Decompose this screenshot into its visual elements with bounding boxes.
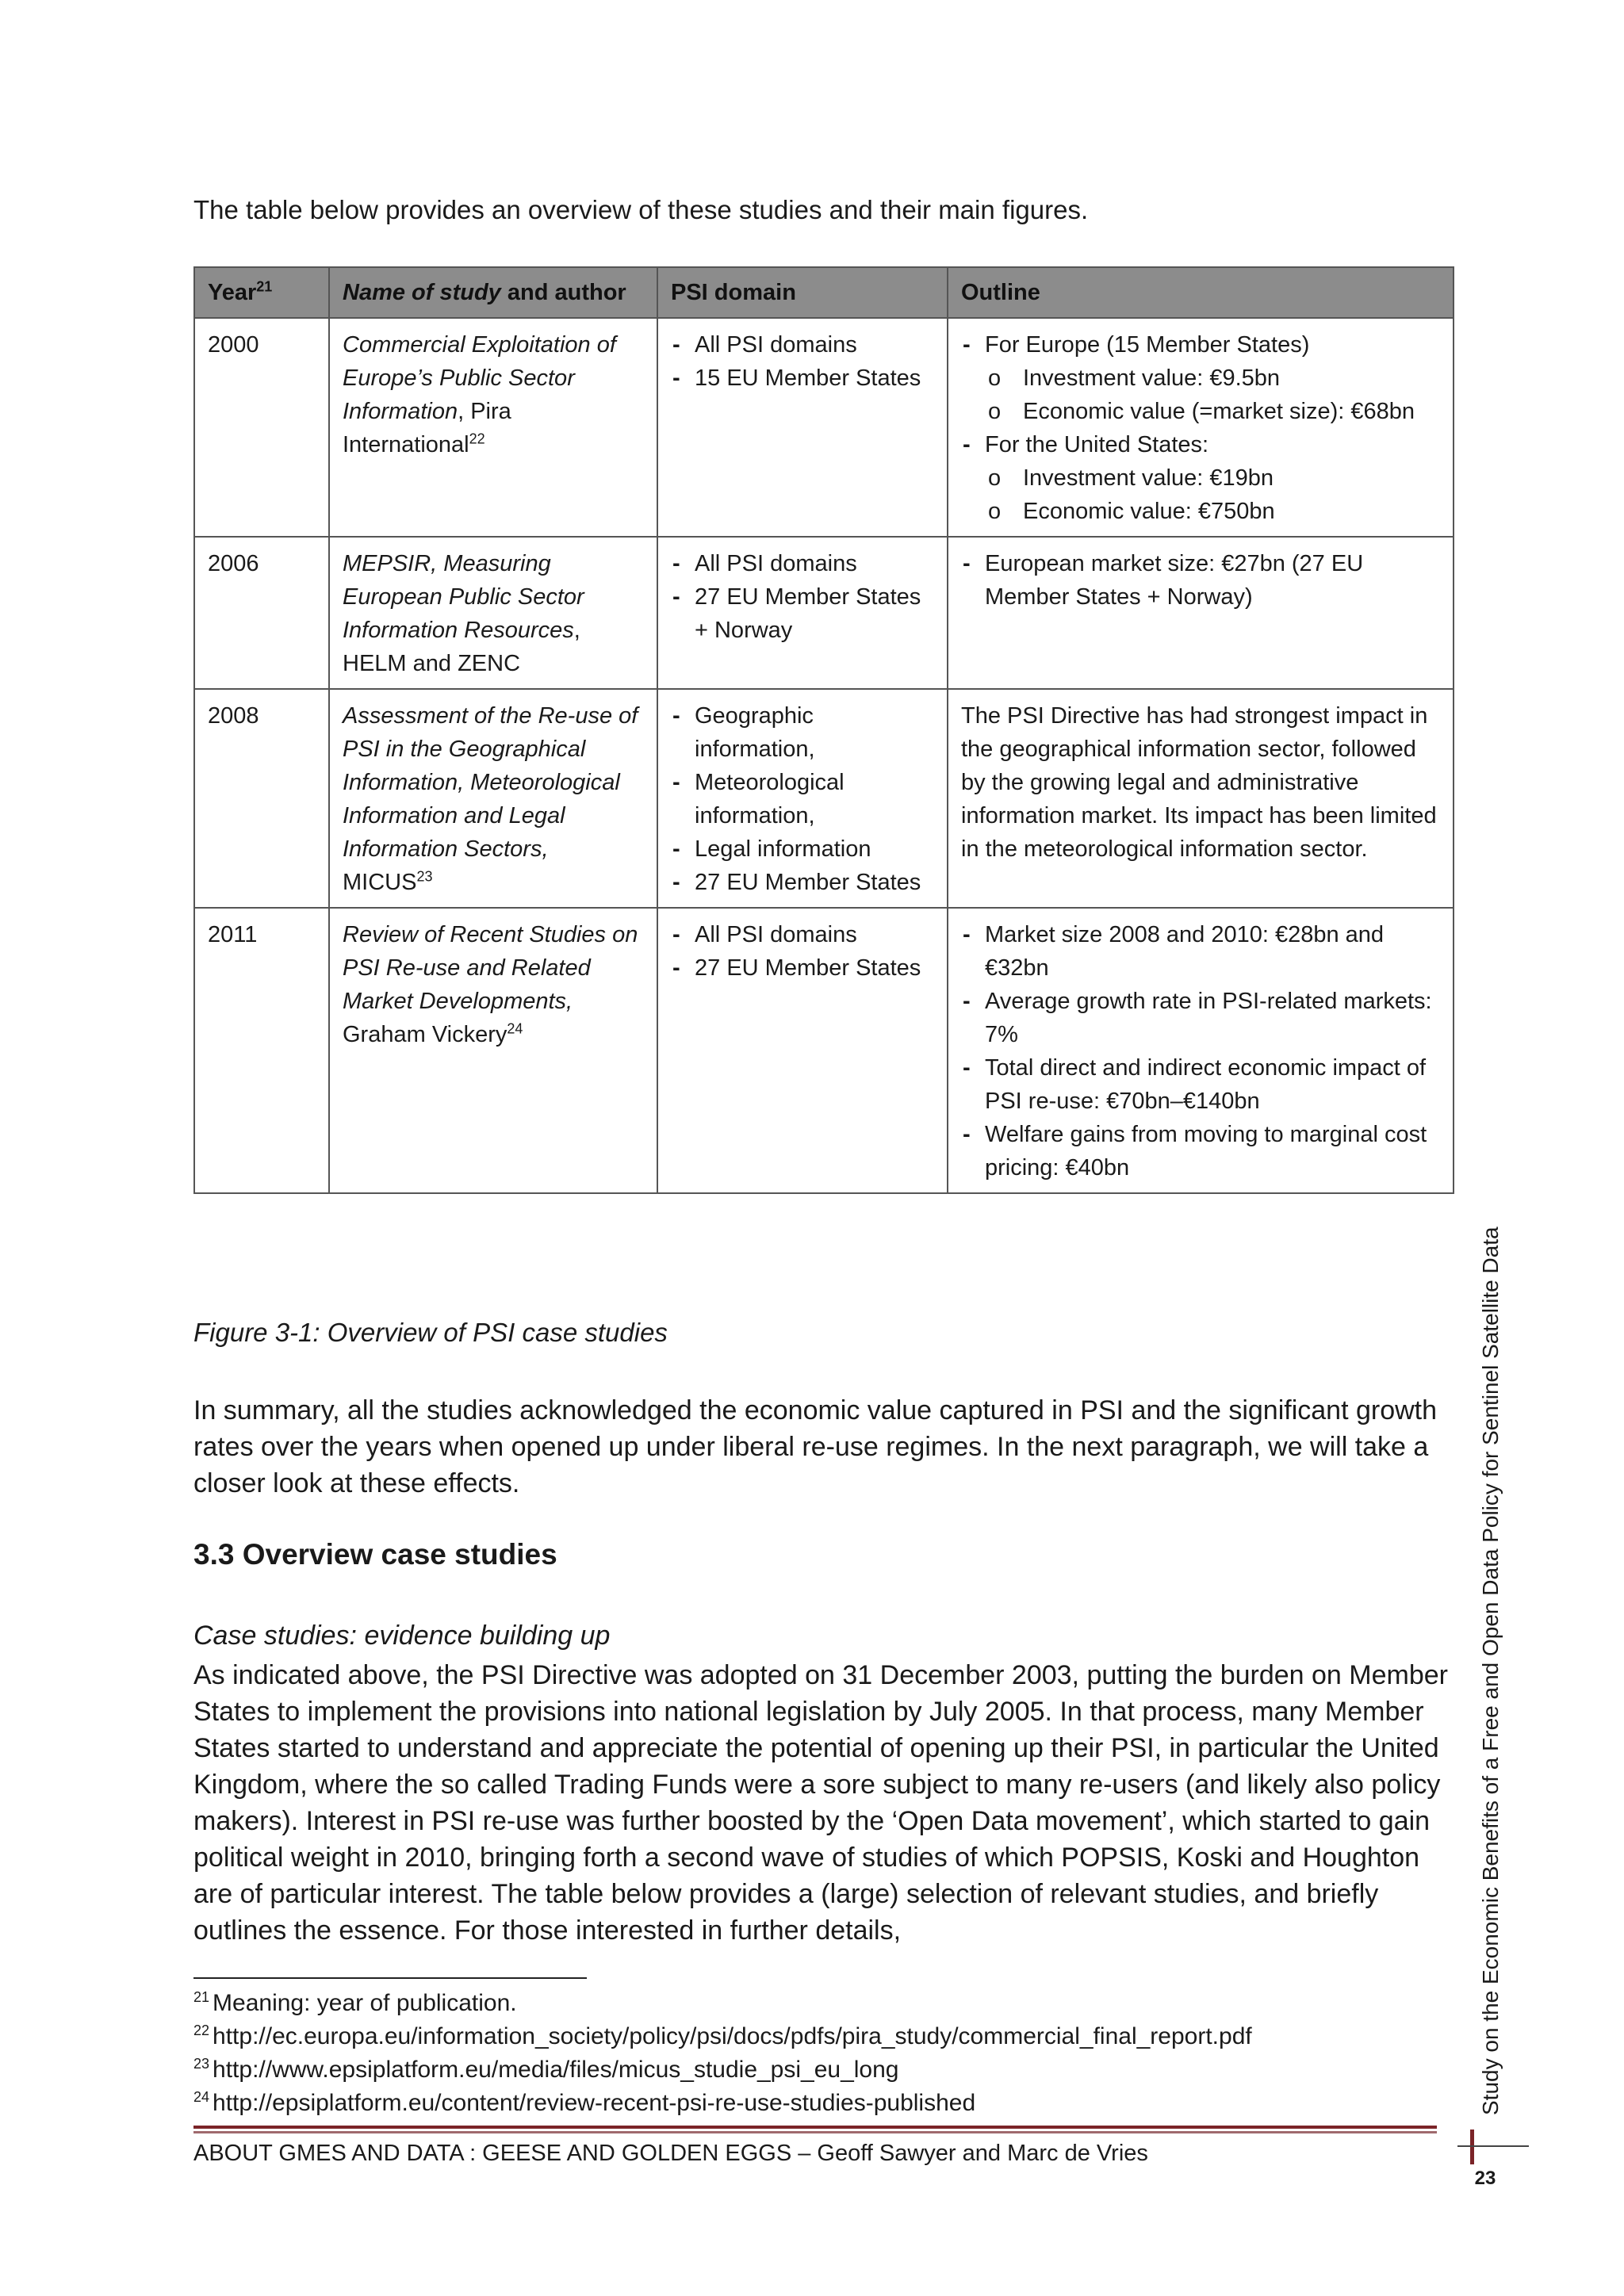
list-item: - 27 EU Member States bbox=[671, 951, 934, 985]
cell-study-name: Commercial Exploitation of Europe’s Public Sector Information, Pira International$^{22}$ bbox=[329, 318, 657, 537]
table-row bbox=[194, 537, 1454, 689]
footer-text: ABOUT GMES AND DATA : GEESE AND GOLDEN EGGS – Geoff Sawyer and Marc de Vries bbox=[193, 2141, 1148, 2166]
table-row bbox=[194, 689, 1454, 908]
header-outline: Outline bbox=[948, 267, 1454, 318]
footnote-link[interactable]: http://www.epsiplatform.eu/media/files/micus_studie_psi_eu_long bbox=[213, 2057, 899, 2083]
list-item: - Geographic information, bbox=[671, 699, 934, 766]
sub-list-item: o Investment value: €19bn bbox=[985, 461, 1440, 495]
page-number-rule bbox=[1457, 2145, 1529, 2147]
summary-paragraph: In summary, all the studies acknowledged the economic value captured in PSI and the significant growth rates over the years when opened up under liberal re-use regimes. In the next paragraph, we will take a closer look at these effects. bbox=[193, 1395, 1438, 1498]
list-item: - 27 EU Member States + Norway bbox=[671, 580, 934, 647]
sub-list-item: o Economic value (=market size): €68bn bbox=[985, 395, 1440, 428]
list-item: - Total direct and indirect economic impact of PSI re-use: €70bn–€140bn bbox=[961, 1051, 1440, 1118]
footnote-ref: 22 bbox=[469, 430, 485, 447]
header-year: Year$^{21}$ bbox=[194, 267, 329, 318]
cell-year: 2006 bbox=[194, 537, 329, 689]
intro-paragraph: The table below provides an overview of these studies and their main figures. bbox=[193, 195, 1089, 224]
list-item: - Welfare gains from moving to marginal cost pricing: €40bn bbox=[961, 1118, 1440, 1184]
cell-year: 2008 bbox=[194, 689, 329, 908]
footer-rule-secondary bbox=[193, 2131, 1437, 2133]
section-heading: 3.3 Overview case studies bbox=[193, 1538, 557, 1571]
header-domain: PSI domain bbox=[657, 267, 948, 318]
footnote-number: 22 bbox=[193, 2022, 210, 2038]
list-item: - For the United States: o Investment value: €19bn o Economic value: €750bn bbox=[961, 428, 1440, 528]
footnote-ref: 23 bbox=[416, 868, 433, 885]
header-name: Name of study and author bbox=[329, 267, 657, 318]
list-item: - Market size 2008 and 2010: €28bn and €32bn bbox=[961, 918, 1440, 985]
cell-year: 2000 bbox=[194, 318, 329, 537]
footer-rule bbox=[193, 2126, 1437, 2129]
figure-caption: Figure 3-1: Overview of PSI case studies bbox=[193, 1318, 668, 1347]
footnote-number: 23 bbox=[193, 2056, 210, 2072]
cell-outline bbox=[948, 537, 1454, 689]
list-item: - For Europe (15 Member States) o Investment value: €9.5bn o Economic value (=market size): €68bn bbox=[961, 328, 1440, 428]
list-item: - Legal information bbox=[671, 832, 934, 866]
list-item: - 27 EU Member States bbox=[671, 866, 934, 899]
table-header-row bbox=[194, 267, 1454, 318]
cell-study-name: MEPSIR, Measuring European Public Sector Information Resources, HELM and ZENC bbox=[329, 537, 657, 689]
sub-list-item: o Investment value: €9.5bn bbox=[985, 362, 1440, 395]
footnote-number: 21 bbox=[193, 1989, 210, 2005]
list-item: - European market size: €27bn (27 EU Member States + Norway) bbox=[961, 547, 1440, 614]
list-item: - Average growth rate in PSI-related markets: 7% bbox=[961, 985, 1440, 1051]
footnote bbox=[193, 2020, 1462, 2053]
footnotes bbox=[193, 1987, 1462, 2120]
cell-study-name: Review of Recent Studies on PSI Re-use and Related Market Developments, Graham Vickery$^{24}$ bbox=[329, 908, 657, 1193]
list-item: - Meteorological information, bbox=[671, 766, 934, 832]
cell-study-name: Assessment of the Re-use of PSI in the Geographical Information, Meteorological Information and Legal Information Sectors, MICUS$^{23}$ bbox=[329, 689, 657, 908]
body-paragraph: As indicated above, the PSI Directive was adopted on 31 December 2003, putting the burden on Member States to implement the provisions into national legislation by July 2005. In that process, many Member States started to understand and appreciate the potential of opening up their PSI, in particular the United Kingdom, where the so called Trading Funds were a sore subject to many re-users (and likely also policy makers). Interest in PSI re-use was further boosted by the ‘Open Data movement’, which started to gain political weight in 2010, bringing forth a second wave of studies of which POPSIS, Koski and Houghton are of particular interest. The table below provides a (large) selection of relevant studies, and briefly outlines the essence. For those interested in further details, bbox=[193, 1660, 1448, 1946]
cell-domain bbox=[657, 689, 948, 908]
psi-studies-table bbox=[193, 266, 1454, 1194]
cell-domain bbox=[657, 537, 948, 689]
footnote-divider bbox=[193, 1977, 587, 1979]
cell-domain bbox=[657, 318, 948, 537]
side-title: Study on the Economic Benefits of a Free and Open Data Policy for Sentinel Satellite Data bbox=[1478, 1226, 1503, 2115]
cell-domain bbox=[657, 908, 948, 1193]
cell-year: 2011 bbox=[194, 908, 329, 1193]
cell-outline bbox=[948, 318, 1454, 537]
footnote-link[interactable]: http://epsiplatform.eu/content/review-recent-psi-re-use-studies-published bbox=[213, 2090, 976, 2116]
page-number: 23 bbox=[1474, 2168, 1496, 2189]
cell-outline: The PSI Directive has had strongest impact in the geographical information sector, followed by the growing legal and administrative information market. Its impact has been limited in the meteorological information sector. bbox=[948, 689, 1454, 908]
sub-list-item: o Economic value: €750bn bbox=[985, 495, 1440, 528]
footnote-ref: 21 bbox=[256, 278, 273, 295]
list-item: - All PSI domains bbox=[671, 328, 934, 362]
footnote bbox=[193, 2053, 1462, 2087]
footnote-link[interactable]: http://ec.europa.eu/information_society/policy/psi/docs/pdfs/pira_study/commercial_final_report.pdf bbox=[213, 2023, 1252, 2049]
footnote bbox=[193, 2087, 1462, 2120]
list-item: - All PSI domains bbox=[671, 918, 934, 951]
cell-outline bbox=[948, 908, 1454, 1193]
footnote-number: 24 bbox=[193, 2089, 210, 2105]
footnote-ref: 24 bbox=[507, 1020, 523, 1037]
footnote: $^{21}$ Meaning: year of publication. bbox=[193, 1989, 517, 2016]
table-row bbox=[194, 908, 1454, 1193]
sub-heading: Case studies: evidence building up bbox=[193, 1621, 611, 1651]
table-row bbox=[194, 318, 1454, 537]
list-item: - All PSI domains bbox=[671, 547, 934, 580]
side-accent-bar bbox=[1470, 2130, 1474, 2164]
list-item: - 15 EU Member States bbox=[671, 362, 934, 395]
